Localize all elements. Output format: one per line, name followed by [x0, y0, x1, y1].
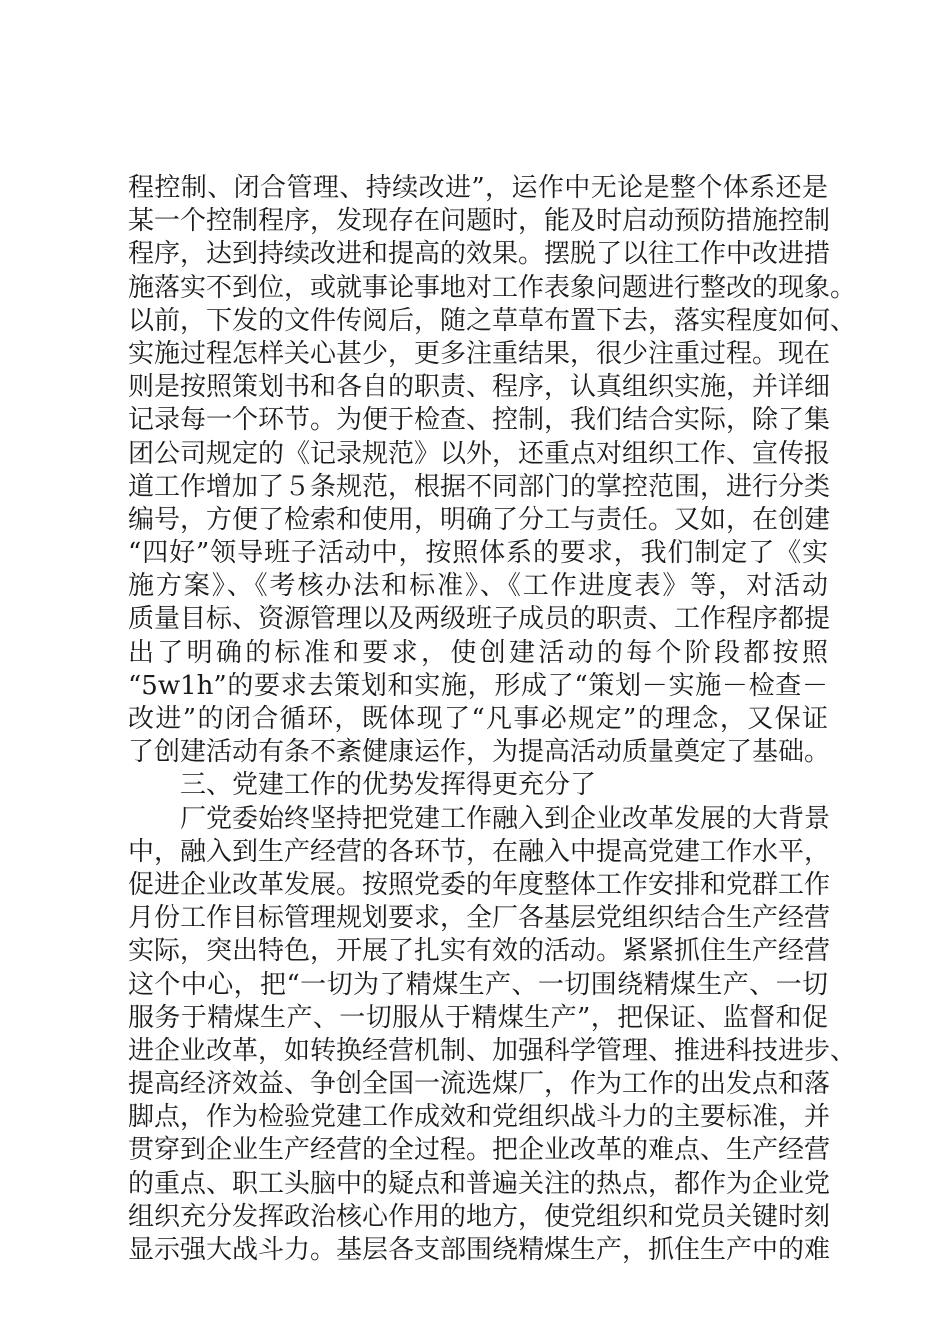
body-line: 厂党委始终坚持把党建工作融入到企业改革发展的大背景 [180, 803, 831, 834]
body-line: 改进”的闭合循环，既体现了“凡事必规定”的理念，又保证 [128, 704, 828, 734]
body-line: 编号，方便了检索和使用，明确了分工与责任。又如，在创建 [128, 504, 831, 535]
body-line: 促进企业改革发展。按照党委的年度整体工作安排和党群工作 [128, 869, 831, 900]
body-line: 组织充分发挥政治核心作用的地方，使党组织和党员关键时刻 [128, 1201, 831, 1232]
body-line: 施方案》、《考核办法和标准》、《工作进度表》等，对活动 [128, 571, 828, 602]
body-line: 出了明确的标准和要求，使创建活动的每个阶段都按照 [128, 637, 828, 668]
body-line: 进企业改革，如转换经营机制、加强科学管理、推进科技进步、 [128, 1035, 857, 1066]
body-line: 这个中心，把“一切为了精煤生产、一切围绕精煤生产、一切 [128, 969, 828, 1000]
body-line: 提高经济效益、争创全国一流选煤厂，作为工作的出发点和落 [128, 1069, 831, 1100]
body-line: 质量目标、资源管理以及两级班子成员的职责、工作程序都提 [128, 604, 831, 635]
document-body [128, 172, 857, 1267]
body-line: 记录每一个环节。为便于检查、控制，我们结合实际，除了集 [128, 405, 831, 436]
body-line: 实施过程怎样关心甚少，更多注重结果，很少注重过程。现在 [128, 338, 831, 369]
section-heading: 三、党建工作的优势发挥得更充分了 [180, 770, 597, 801]
body-line: 程控制、闭合管理、持续改进”，运作中无论是整个体系还是 [128, 173, 828, 203]
body-line: 以前，下发的文件传阅后，随之草草布置下去，落实程度如何、 [128, 305, 857, 336]
body-line: 程序，达到持续改进和提高的效果。摆脱了以往工作中改进措 [128, 239, 831, 270]
body-line: “四好”领导班子活动中，按照体系的要求，我们制定了《实 [128, 538, 828, 569]
body-line: 道工作增加了５条规范，根据不同部门的掌控范围，进行分类 [128, 471, 831, 502]
body-line: 施落实不到位，或就事论事地对工作表象问题进行整改的现象。 [128, 272, 857, 303]
body-line: 服务于精煤生产、一切服从于精煤生产”，把保证、监督和促 [128, 1002, 828, 1033]
body-line: 团公司规定的《记录规范》以外，还重点对组织工作、宣传报 [128, 438, 831, 469]
body-line: 中，融入到生产经营的各环节，在融入中提高党建工作水平， [128, 836, 831, 867]
body-line: 贯穿到企业生产经营的全过程。把企业改革的难点、生产经营 [128, 1135, 831, 1166]
body-line: 月份工作目标管理规划要求，全厂各基层党组织结合生产经营 [128, 903, 831, 934]
body-line: “5w1h”的要求去策划和实施，形成了“策划－实施－检查－ [128, 670, 828, 701]
body-line: 则是按照策划书和各自的职责、程序，认真组织实施，并详细 [128, 372, 831, 403]
body-line: 的重点、职工头脑中的疑点和普遍关注的热点，都作为企业党 [128, 1168, 831, 1199]
body-line: 显示强大战斗力。基层各支部围绕精煤生产，抓住生产中的难 [128, 1235, 831, 1265]
body-line: 了创建活动有条不紊健康运作，为提高活动质量奠定了基础。 [128, 737, 831, 768]
body-line: 脚点，作为检验党建工作成效和党组织战斗力的主要标准，并 [128, 1102, 831, 1133]
body-line: 实际，突出特色，开展了扎实有效的活动。紧紧抓住生产经营 [128, 936, 831, 967]
body-line: 某一个控制程序，发现存在问题时，能及时启动预防措施控制 [128, 206, 831, 237]
